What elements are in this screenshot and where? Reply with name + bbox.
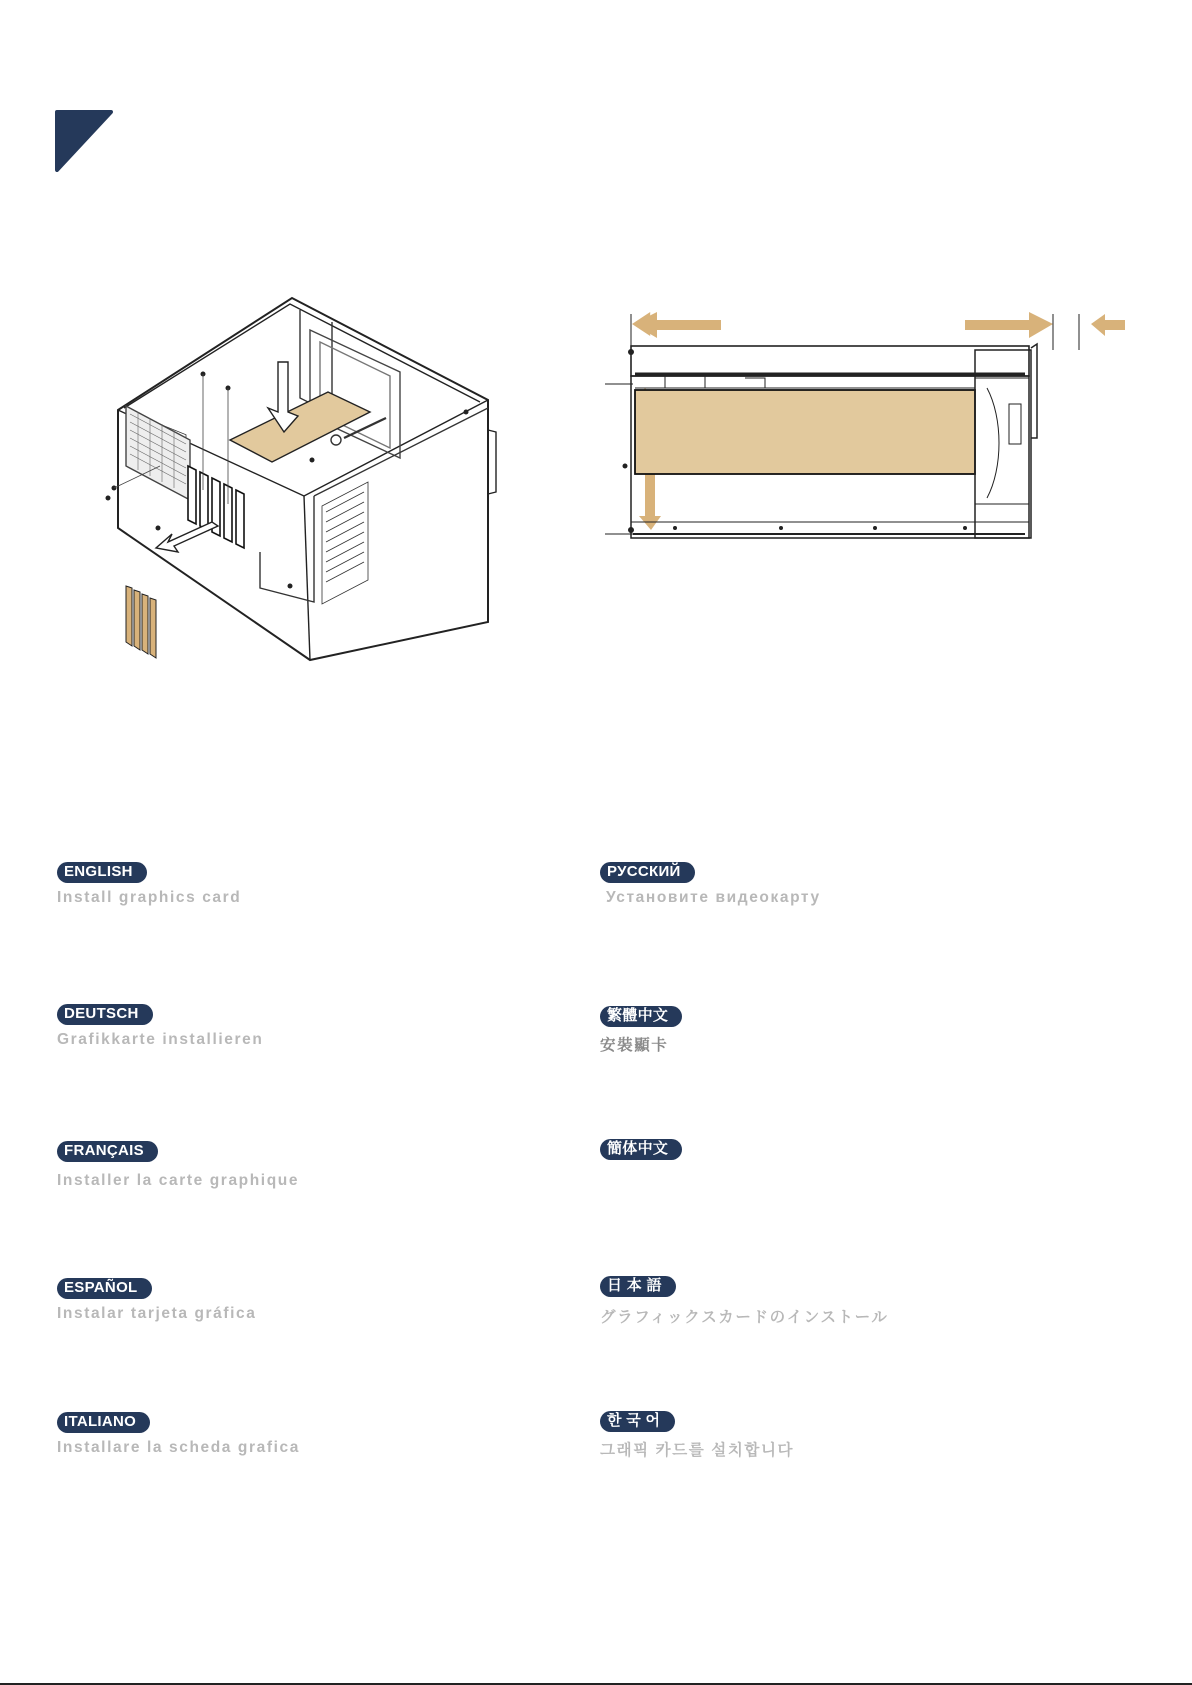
- lang-badge-francais: FRANÇAIS: [57, 1141, 158, 1162]
- instruction-japanese: グラフィックスカードのインストール: [600, 1309, 889, 1326]
- instruction-trad-chinese: 安裝顯卡: [600, 1037, 669, 1054]
- lang-block-francais: [57, 1141, 299, 1190]
- lang-badge-japanese: 日 本 語: [600, 1276, 676, 1297]
- instruction-russian: Установите видеокарту: [606, 889, 821, 906]
- instruction-deutsch: Grafikkarte installieren: [57, 1031, 264, 1048]
- instruction-francais: Installer la carte graphique: [57, 1172, 300, 1189]
- step-marker-icon: [54, 110, 114, 177]
- lang-badge-deutsch: DEUTSCH: [57, 1004, 153, 1025]
- lang-badge-italiano: ITALIANO: [57, 1412, 150, 1433]
- lang-badge-trad-chinese: 繁體中文: [600, 1006, 682, 1027]
- case-side-view-illustration: [605, 308, 1125, 593]
- lang-badge-simp-chinese: 簡体中文: [600, 1139, 682, 1160]
- instruction-italiano: Installare la scheda grafica: [57, 1439, 300, 1456]
- lang-block-english: [57, 862, 241, 907]
- lang-block-korean: [600, 1411, 794, 1460]
- lang-block-japanese: [600, 1276, 889, 1327]
- lang-badge-english: ENGLISH: [57, 862, 147, 883]
- lang-block-simp-chinese: [600, 1139, 682, 1166]
- case-isometric-illustration: [100, 290, 540, 675]
- lang-block-espanol: [57, 1278, 257, 1323]
- instruction-espanol: Instalar tarjeta gráfica: [57, 1305, 257, 1322]
- lang-badge-espanol: ESPAÑOL: [57, 1278, 152, 1299]
- instruction-korean: 그래픽 카드를 설치합니다: [600, 1442, 795, 1459]
- lang-block-russian: [600, 862, 821, 907]
- lang-block-deutsch: [57, 1004, 263, 1049]
- lang-block-italiano: [57, 1412, 300, 1457]
- instruction-english: Install graphics card: [57, 889, 242, 906]
- lang-badge-korean: 한 국 어: [600, 1411, 675, 1432]
- lang-badge-russian: РУССКИЙ: [600, 862, 695, 883]
- lang-block-trad-chinese: [600, 1006, 682, 1055]
